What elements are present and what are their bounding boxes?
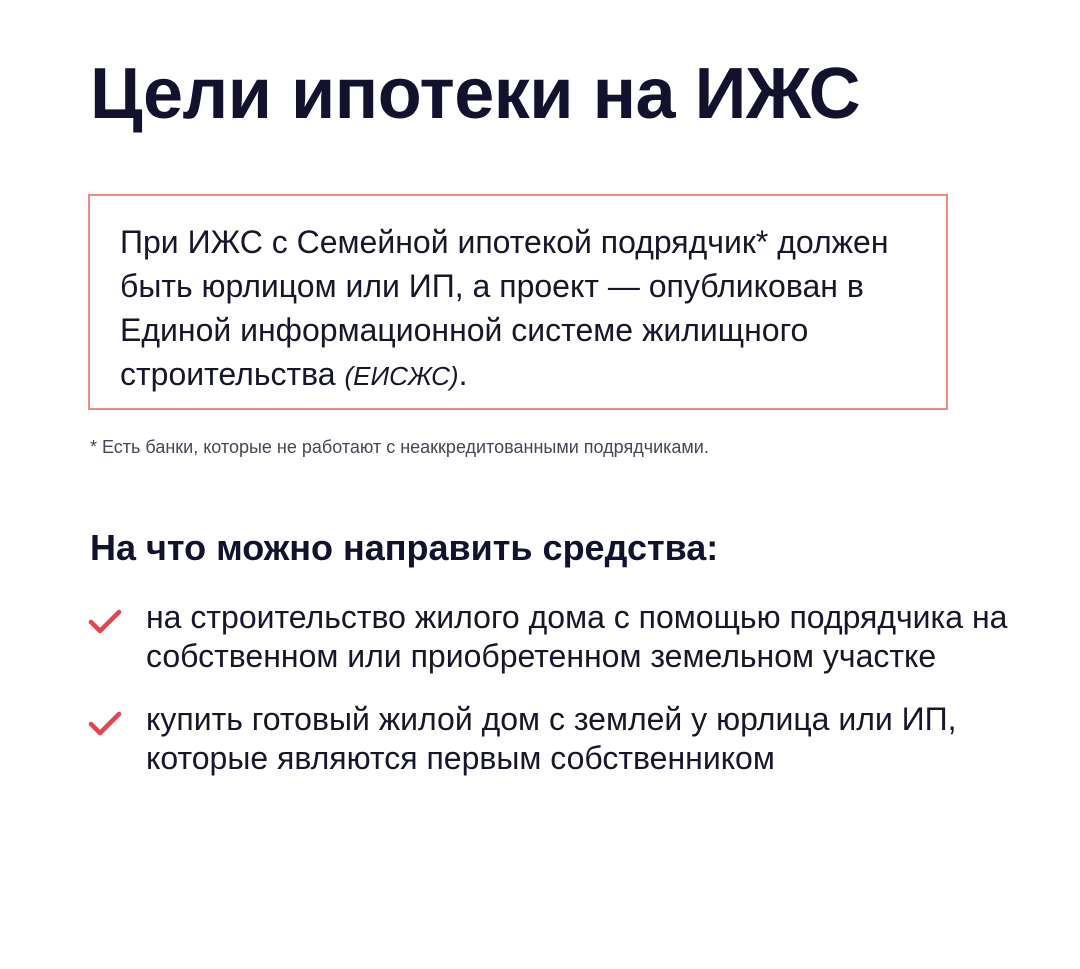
callout-tail: . bbox=[458, 356, 468, 392]
page-title: Цели ипотеки на ИЖС bbox=[90, 54, 861, 134]
footnote: * Есть банки, которые не работают с неаккредитованными подрядчиками. bbox=[90, 437, 709, 457]
callout-text bbox=[120, 220, 920, 398]
list-item-text: купить готовый жилой дом с землей у юрлица или ИП, которые являются первым собственником bbox=[146, 701, 957, 776]
list-item bbox=[88, 700, 1048, 778]
info-callout bbox=[88, 194, 948, 410]
list-item bbox=[88, 598, 1048, 676]
callout-main-text: При ИЖС с Семейной ипотекой подрядчик* должен быть юрлицом или ИП, а проект — опубликован в Единой информационной системе жилищного строительства bbox=[120, 224, 889, 392]
callout-abbreviation: (ЕИСЖС) bbox=[344, 361, 459, 391]
check-icon bbox=[88, 608, 122, 636]
check-icon bbox=[88, 710, 122, 738]
section-heading: На что можно направить средства: bbox=[90, 527, 719, 568]
list-item-text: на строительство жилого дома с помощью подрядчика на собственном или приобретенном земельном участке bbox=[146, 599, 1008, 674]
purpose-list bbox=[88, 598, 1048, 802]
